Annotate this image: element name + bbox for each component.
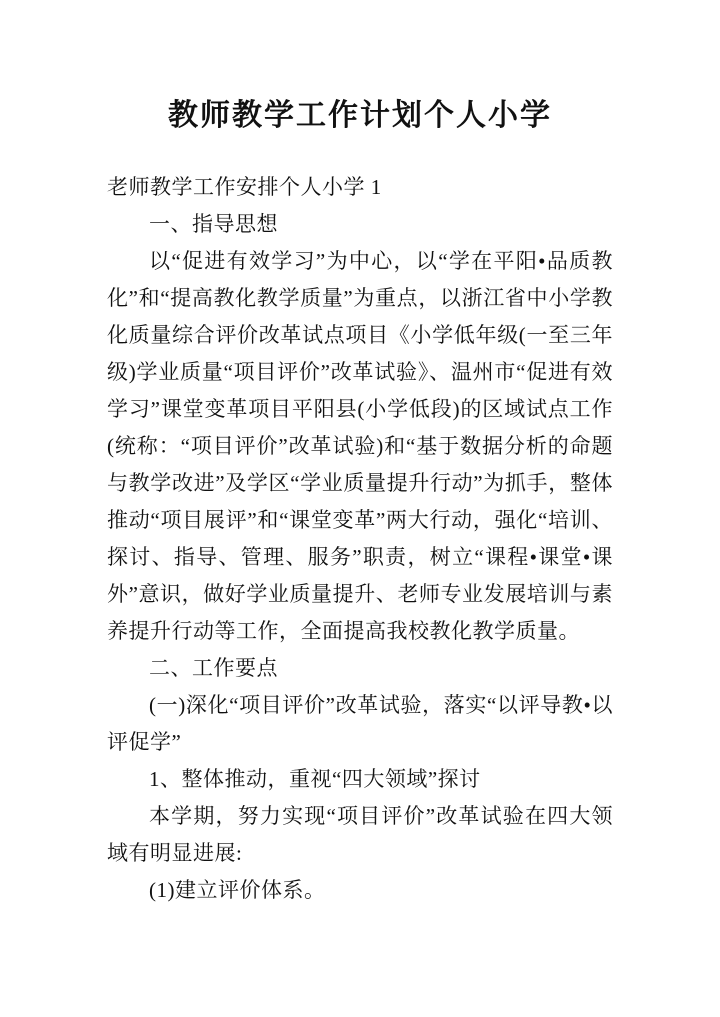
paragraph-subtitle: 老师教学工作安排个人小学 1 (107, 175, 382, 199)
paragraph-subheading-1: (一)深化“项目评价”改革试验，落实“以评导教•以评促学” (107, 693, 613, 754)
paragraph-guiding-ideology-body: 以“促进有效学习”为中心，以“学在平阳•品质教化”和“提高教化教学质量”为重点，以浙江省中小学教化质量综合评价改革试点项目《小学低年级(一至三年级)学业质量“项目评价”改革试验》、温州市“促进有效学习”课堂变革项目平阳县(小学低段)的区域试点工作(统称：“项目评价”改革试验)和“基于数据分析的命题与教学改进”及学区“学业质量提升行动”为抓手，整体推动“项目展评”和“课堂变革”两大行动，强化“培训、探讨、指导、管理、服务”职责，树立“课程•课堂•课外”意识，做好学业质量提升、老师专业发展培训与素养提升行动等工作，全面提高我校教化教学质量。 (107, 249, 613, 643)
paragraph-heading-2: 二、工作要点 (149, 656, 278, 680)
document-title: 教师教学工作计划个人小学 (168, 99, 552, 132)
paragraph-heading-1: 一、指导思想 (149, 212, 278, 236)
paragraph-semester-goal: 本学期，努力实现“项目评价”改革试验在四大领域有明显进展: (107, 804, 613, 865)
paragraph-item-1: (1)建立评价体系。 (149, 878, 326, 902)
paragraph-subheading-2: 1、整体推动，重视“四大领域”探讨 (149, 767, 481, 791)
